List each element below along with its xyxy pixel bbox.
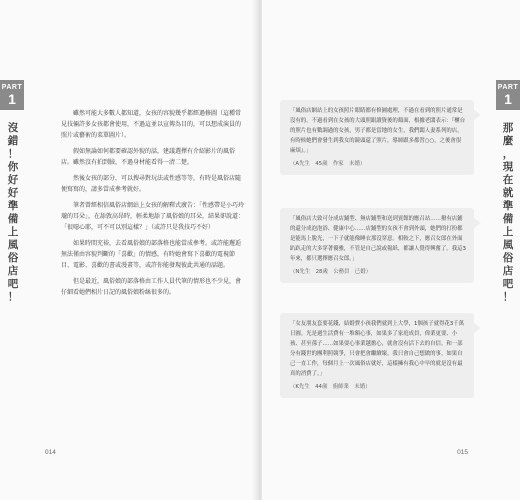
left-page	[0, 0, 258, 500]
page-number-right: 015	[457, 449, 468, 456]
paragraph: 然後女孩的部分，可以搜尋對玩法或性感等等，有時是風俗店隨便寫寫的，請多當成參考就好。	[61, 175, 242, 193]
part-tab-right	[496, 80, 520, 110]
part-number-left: 1	[8, 91, 16, 107]
vertical-title-right: 那 麼 ， 現 在 就 準 備 上 風 俗 店 吧 ！	[502, 122, 514, 303]
part-number-right: 1	[504, 91, 512, 107]
paragraph: 筆者曾經相信風俗店網站上女孩的解釋式廣告：「性感帶是小巧玲瓏的耳朵」，在舔敦高昂時，輕柔地舔了風俗娘的耳朵，結果卻說道：「很噁心耶，可不可以別這樣？」（或許只是我技巧不好）	[61, 202, 245, 231]
vertical-title-left: 沒 錯 ！ 你 好 好 準 備 上 風 俗 店 吧 ！	[7, 122, 19, 303]
quote-box	[280, 313, 474, 398]
paragraph: 但是最近，風俗娘的部落格由工作人員代筆的情形也不少見，會仔細看她們相片日記的風俗娘粉絲很多的。	[61, 278, 242, 296]
quote-text: 「風俗店網站上的女孩照片眼睛都有修圖處理，不過在看到的照片通常是沒有的。不過看到在女孩的大頭照跟讀資後的顏面，根據老闆表示：『櫃台的照片也有數調過的女孩，男子都是當地的女生，我們闆人妻系列的店，有時候她們會發生到我女的鏡頭還了照片，導師跟多都習○○，之後會很麻煩』。」	[290, 108, 466, 154]
quote-box	[280, 100, 474, 175]
quote-source: （A先生 45歲 作家 未婚）	[290, 161, 366, 167]
part-label-left: PART	[1, 84, 23, 91]
page-number-left: 014	[45, 449, 56, 456]
paragraph: 雖然可能大多數人都知道，女孩的容貌幾乎都經過修圖（這種常見技倆許多女孩都會使用，不過這並以宣傳為目的，可以想成演員的照片或藝術的菜單圖片）。	[61, 110, 242, 139]
quote-source: （N先生 28歲 公務員 已婚）	[290, 269, 371, 275]
quote-text: 「風俗店大致可分成店鋪型、無店鋪型和送到賓館的應召站……撥有店鋪的還分成泡泡浴、健康中心……店鋪型的女孩不會到外頭，她們的打扮都是能馬上脫光，一下子就能像睡衣那沒穿意。相較之下，應召女郎在外面趴趴走的大多穿著優雅，不管是自己說或報紙，都讓人覺得興奮了。我這3年來，都只選擇應召女郎。」	[290, 216, 466, 262]
quote-source: （K先生 44歲 廚師業 未婚）	[290, 384, 371, 390]
paragraph: 如果時間充裕，去看風俗娘的部落格也能當成參考。或許能邂逅無法僅由容貌判斷的「喜歡」的情感，有時她會寫下喜歡的電視節目、電影、喜歡的書或漫畫等，或許你能發現彼此共通的話題。	[61, 240, 242, 269]
quote-box	[280, 208, 474, 283]
paragraph: 假如無論如何都要確認外貌的話，建議選擇有介紹影片的風俗店。雖然沒有拍到臉，不過身材能看得一清二楚。	[61, 148, 236, 166]
part-tab-left	[0, 80, 24, 110]
quote-text: 「女友朋友套要花錢，結婚費小孩我們就到上大學，1個孩子就得花3千萬日圓。光是週生活費有一堆額心事，如果多了家庭成員，偉業更要、小孩、甚至孫子……如果要心事業越擔心，就會沒有活下去的自信。和一部分有錢世的團利照競爭，只會把會繼續壞。我只會自己想做的事。如果自己一直工作，每個月上一次風俗店就好，這樣擁有我心中早的就是沒有最真的消費了。」	[290, 321, 464, 377]
part-label-right: PART	[497, 84, 519, 91]
left-body-text	[61, 108, 246, 303]
